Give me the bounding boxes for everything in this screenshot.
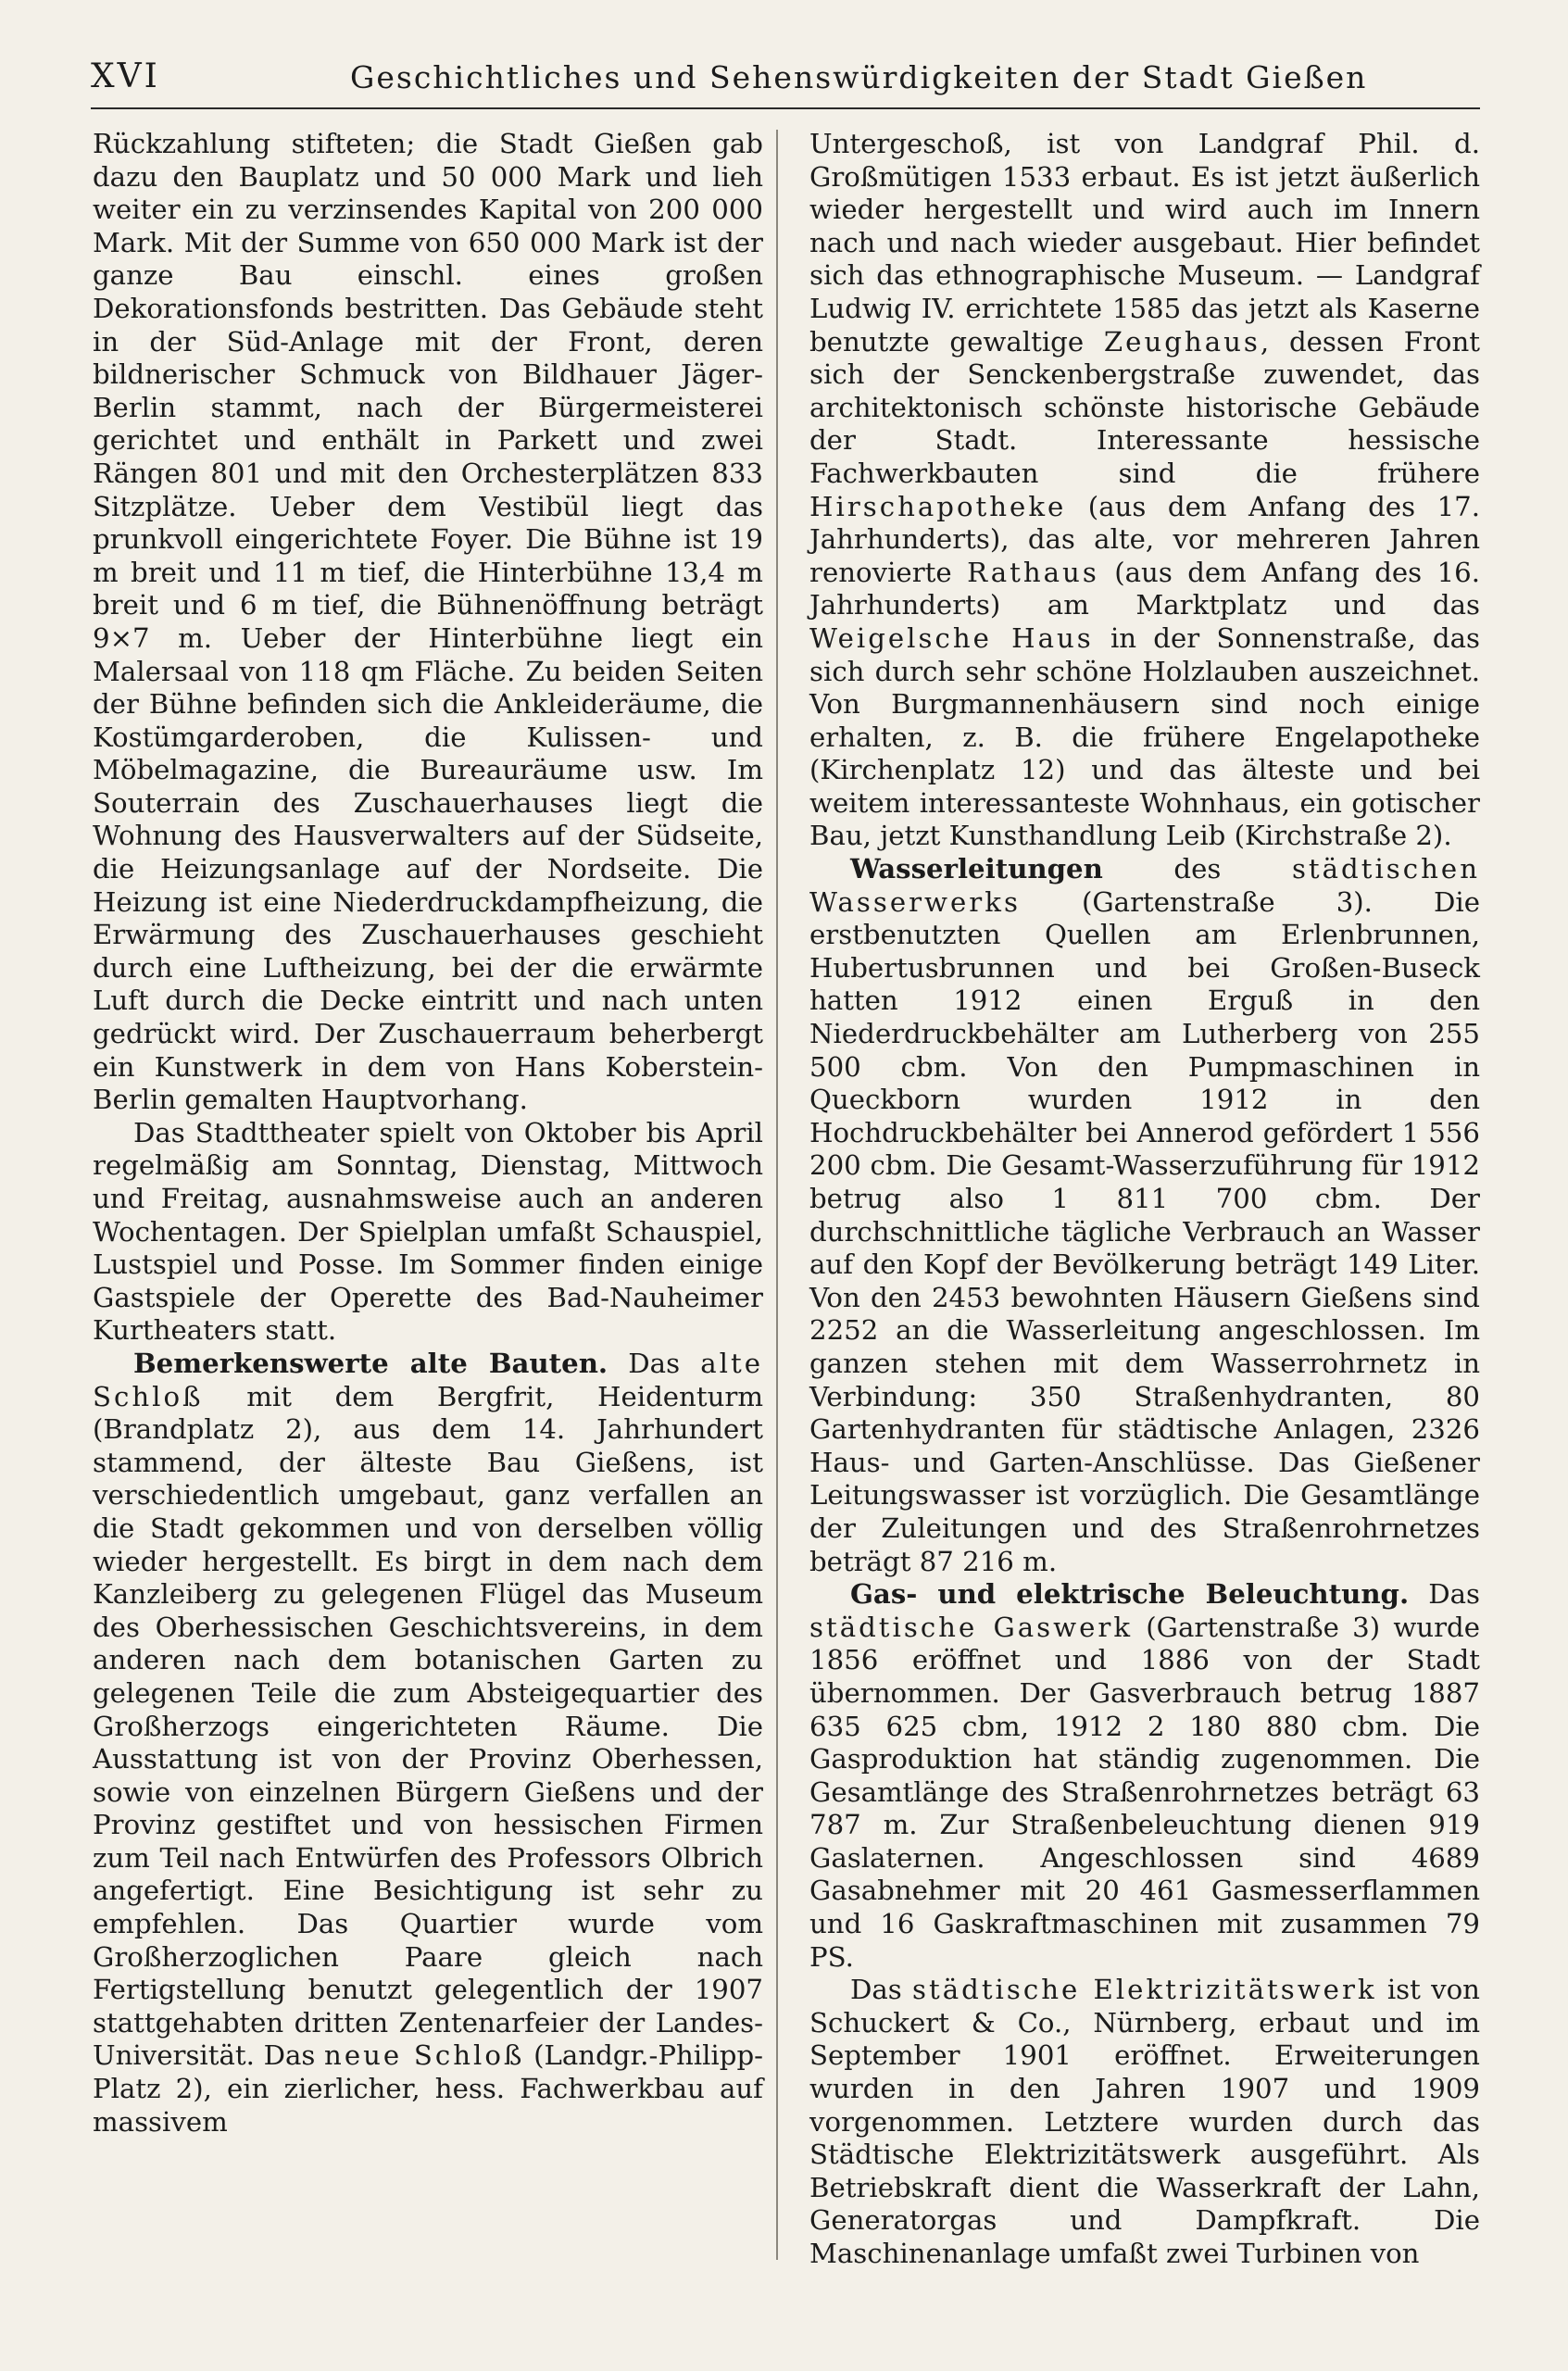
section-heading-water: Wasserleitungen: [850, 853, 1103, 885]
paragraph-historic-buildings: Untergeschoß, ist von Landgraf Phil. d. Großmütigen 1533 erbaut. Es ist jetzt äußerlich wieder hergestellt und wird auch im Innern nach und nach wieder ausgebaut. Hier befindet sich das ethnographische Museum. — Landgraf Ludwig IV. errichtete 1585 das jetzt als Kaserne benutzte gewaltige Zeughaus, dessen Front sich der Senckenbergstraße zuwendet, das architektonisch schönste historische Gebäude der Stadt. Interessante hessische Fachwerkbauten sind die frühere Hirschapotheke (aus dem Anfang des 17. Jahrhunderts), das alte, vor mehreren Jahren renovierte Rathaus (aus dem Anfang des 16. Jahrhunderts) am Marktplatz und das Weigelsche Haus in der Sonnenstraße, das sich durch sehr schöne Holzlauben auszeichnet. Von Burgmannenhäusern sind noch einige erhalten, z. B. die frühere Engelapotheke (Kirchenplatz 12) und das älteste und bei weitem interessanteste Wohnhaus, ein gotischer Bau, jetzt Kunsthandlung Leib (Kirchstraße 2).: [809, 128, 1480, 852]
spaced-term: Rathaus: [967, 556, 1099, 588]
paragraph-theater-building: Rückzahlung stifteten; die Stadt Gießen gab dazu den Bauplatz und 50 000 Mark und lieh weiter ein zu verzinsendes Kapital von 200 000 Mark. Mit der Summe von 650 000 Mark ist der ganze Bau einschl. eines großen Dekorationsfonds bestritten. Das Gebäude steht in der Süd-Anlage mit der Front, deren bildnerischer Schmuck von Bildhauer Jäger-Berlin stammt, nach der Bürgermeisterei gerichtet und enthält in Parkett und zwei Rängen 801 und mit den Orchesterplätzen 833 Sitzplätze. Ueber dem Vestibül liegt das prunkvoll eingerichtete Foyer. Die Bühne ist 19 m breit und 11 m tief, die Hinterbühne 13,4 m breit und 6 m tief, die Bühnenöffnung beträgt 9×7 m. Ueber der Hinterbühne liegt ein Malersaal von 118 qm Fläche. Zu beiden Seiten der Bühne befinden sich die Ankleideräume, die Kostümgarderoben, die Kulissen- und Möbelmagazine, die Bureauräume usw. Im Souterrain des Zuschauerhauses liegt die Wohnung des Hausverwalters auf der Südseite, die Heizungsanlage auf der Nordseite. Die Heizung ist eine Niederdruckdampfheizung, die Erwärmung des Zuschauerhauses geschieht durch eine Luftheizung, bei der die erwärmte Luft durch die Decke eintritt und nach unten gedrückt wird. Der Zuschauerraum beherbergt ein Kunstwerk in dem von Hans Koberstein-Berlin gemalten Hauptvorhang.: [93, 128, 763, 1116]
paragraph-theater-schedule: Das Stadttheater spielt von Oktober bis April regelmäßig am Sonntag, Dienstag, Mittwoch und Freitag, ausnahmsweise auch an anderen Wochentagen. Der Spielplan umfaßt Schauspiel, Lustspiel und Posse. Im Sommer finden einige Gastspiele der Operette des Bad-Nauheimer Kurtheaters statt.: [93, 1116, 763, 1347]
paragraph-electricity: Das städtische Elektrizitätswerk ist von Schuckert & Co., Nürnberg, erbaut und im September 1901 eröffnet. Erweiterungen wurden in den Jahren 1907 und 1909 vorgenommen. Letztere wurden durch das Städtische Elektrizitätswerk ausgeführt. Als Betriebskraft dient die Wasserkraft der Lahn, Generatorgas und Dampfkraft. Die Maschinenanlage umfaßt zwei Turbinen von: [809, 1974, 1480, 2269]
column-divider: [776, 130, 778, 2260]
section-heading-old-buildings: Bemerkenswerte alte Bauten.: [133, 1347, 608, 1379]
paragraph-old-buildings: Bemerkenswerte alte Bauten. Das alte Schloß mit dem Bergfrit, Heidenturm (Brandplatz 2), aus dem 14. Jahrhundert stammend, der älteste Bau Gießens, ist verschiedentlich umgebaut, ganz verfallen an die Stadt gekommen und von derselben völlig wieder hergestellt. Es birgt in dem nach dem Kanzleiberg zu gelegenen Flügel das Museum des Oberhessischen Geschichtsvereins, in dem anderen nach dem botanischen Garten zu gelegenen Teile die zum Absteigequartier des Großherzogs eingerichteten Räume. Die Ausstattung ist von der Provinz Oberhessen, sowie von einzelnen Bürgern Gießens und der Provinz gestiftet und von hessischen Firmen zum Teil nach Entwürfen des Professors Olbrich angefertigt. Eine Besichtigung ist sehr zu empfehlen. Das Quartier wurde vom Großherzoglichen Paare gleich nach Fertigstellung benutzt gelegentlich der 1907 stattgehabten dritten Zentenarfeier der Landes-Universität. Das neue Schloß (Landgr.-Philipp-Platz 2), ein zierlicher, hess. Fachwerkbau auf massivem: [93, 1347, 763, 2138]
page-header: [91, 56, 1480, 109]
spaced-term: städtische Gaswerk: [809, 1611, 1134, 1643]
running-title: Geschichtliches und Sehenswürdigkeiten der Stadt Gießen: [350, 59, 1368, 95]
spaced-term: städtische Elektrizitätswerk: [912, 1974, 1377, 2006]
section-heading-gas-electric: Gas- und elektrische Beleuchtung.: [850, 1578, 1410, 1611]
spaced-term: Weigelsche Haus: [809, 621, 1094, 654]
paragraph-gas: Gas- und elektrische Beleuchtung. Das städtische Gaswerk (Gartenstraße 3) wurde 1856 eröffnet und 1886 von der Stadt übernommen. Der Gasverbrauch betrug 1887 635 625 cbm, 1912 2 180 880 cbm. Die Gasproduktion hat ständig zugenommen. Die Gesamtlänge des Straßenrohrnetzes beträgt 63 787 m. Zur Straßenbeleuchtung dienen 919 Gaslaternen. Angeschlossen sind 4689 Gasabnehmer mit 20 461 Gasmesserflammen und 16 Gaskraftmaschinen mit zusammen 79 PS.: [809, 1578, 1481, 1973]
page-number: XVI: [91, 57, 160, 95]
spaced-term: Hirschapotheke: [809, 490, 1067, 522]
spaced-term: Zeughaus: [1103, 325, 1261, 358]
paragraph-water-supply: Wasserleitungen des städtischen Wasserwerks (Gartenstraße 3). Die erstbenutzten Quellen am Erlenbrunnen, Hubertusbrunnen und bei Großen-Buseck hatten 1912 einen Erguß in den Niederdruckbehälter am Lutherberg von 255 500 cbm. Von den Pumpmaschinen in Queckborn wurden 1912 in den Hochdruckbehälter bei Annerod gefördert 1 556 200 cbm. Die Gesamt-Wasserzuführung für 1912 betrug also 1 811 700 cbm. Der durchschnittliche tägliche Verbrauch an Wasser auf den Kopf der Bevölkerung beträgt 149 Liter. Von den 2453 bewohnten Häusern Gießens sind 2252 an die Wasserleitung angeschlossen. Im ganzen stehen mit dem Wasserrohrnetz in Verbindung: 350 Straßenhydranten, 80 Gartenhydranten für städtische Anlagen, 2326 Haus- und Garten-Anschlüsse. Das Gießener Leitungswasser ist vorzüglich. Die Gesamtlänge der Zuleitungen und des Straßenrohrnetzes beträgt 87 216 m.: [809, 853, 1480, 1577]
spaced-term: städtischen Wasserwerks: [809, 853, 1480, 918]
spaced-term: alte Schloß: [93, 1347, 763, 1412]
left-column: [93, 128, 763, 2139]
spaced-term: neue Schloß: [324, 2039, 525, 2072]
right-column: [809, 128, 1480, 2271]
